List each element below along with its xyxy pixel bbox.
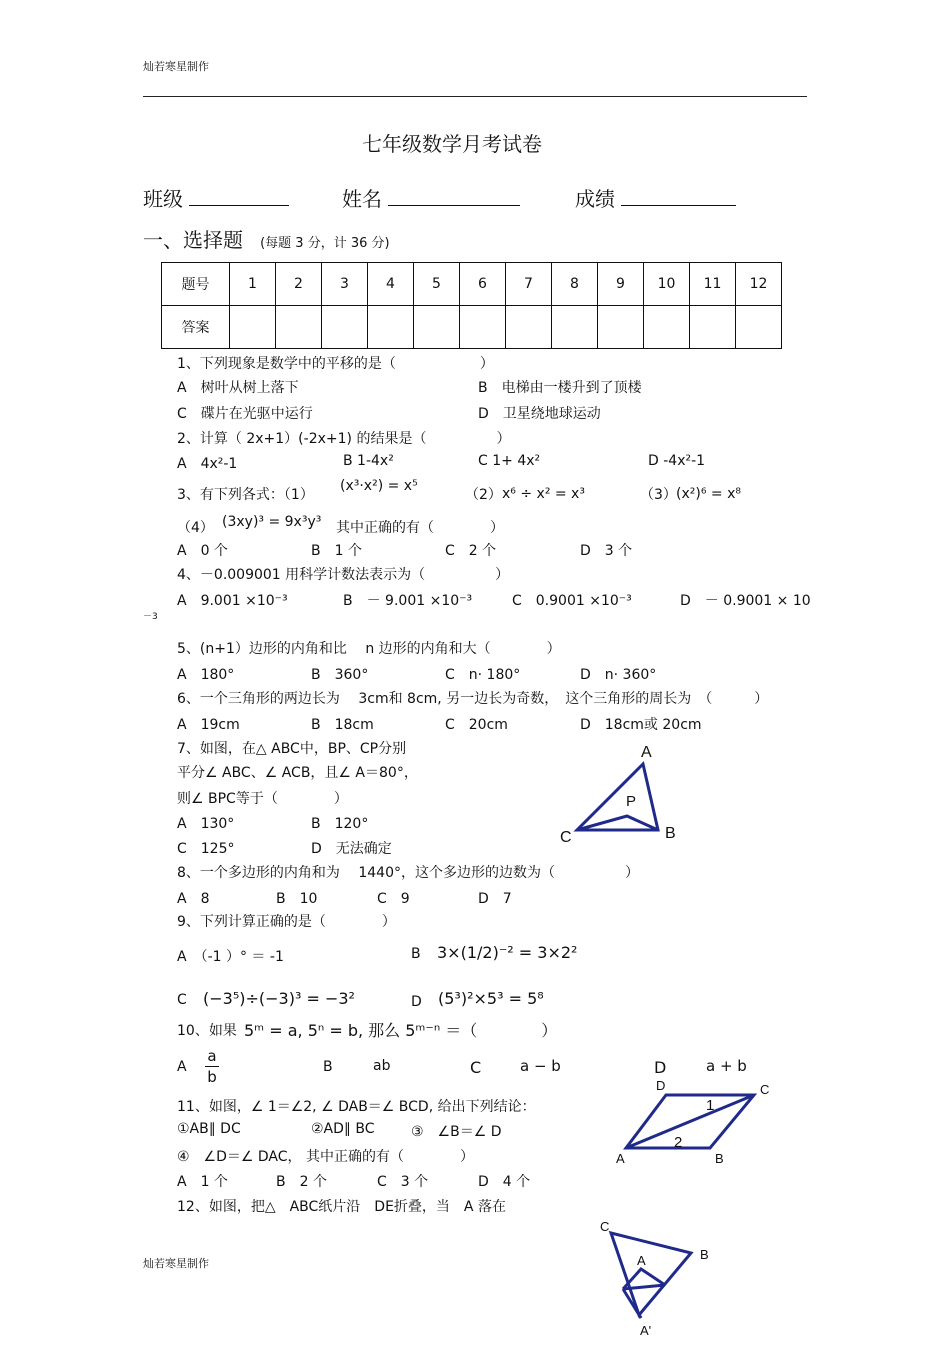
- table-cell: 7: [506, 263, 552, 306]
- section-note: (每题 3 分，计 36 分): [260, 236, 390, 251]
- q5-option-c: C n· 180°: [445, 667, 521, 683]
- q5-stem: 5、(n+1）边形的内角和比 n 边形的内角和大（ ）: [177, 641, 561, 657]
- page-title: 七年级数学月考试卷: [362, 132, 542, 156]
- answer-cell[interactable]: [598, 306, 644, 349]
- table-row: [162, 306, 782, 349]
- q12-label-c: C: [600, 1219, 610, 1234]
- q9-option-b-expr: 3×(1/2)⁻² = 3×2²: [437, 943, 578, 962]
- answer-cell[interactable]: [322, 306, 368, 349]
- q1-option-d: D 卫星绕地球运动: [478, 406, 601, 422]
- q10-option-c-label: C: [470, 1058, 482, 1077]
- q10-a-numerator: a: [207, 1047, 217, 1065]
- q3-expr-2: x⁶ ÷ x² = x³: [502, 486, 585, 502]
- q11-stem: 11、如图，∠ 1＝∠2, ∠ DAB＝∠ BCD, 给出下列结论：: [177, 1099, 536, 1115]
- table-cell: 10: [644, 263, 690, 306]
- q2-option-a: A 4x²-1: [177, 456, 238, 472]
- q3-expr-3: (x²)⁶ = x⁸: [676, 486, 741, 502]
- q4-option-c: C 0.9001 ×10⁻³: [512, 593, 632, 609]
- answer-cell[interactable]: [460, 306, 506, 349]
- q7-label-b: B: [665, 825, 676, 842]
- q11-parallelogram-figure: [610, 1075, 780, 1170]
- q6-option-d: D 18cm或 20cm: [580, 717, 702, 733]
- q10-stem: 10、如果: [177, 1023, 237, 1039]
- q1-option-b: B 电梯由一楼升到了顶楼: [478, 380, 642, 396]
- q10-expr: 5ᵐ = a, 5ⁿ = b, 那么 5ᵐ⁻ⁿ ＝（ ）: [244, 1021, 558, 1040]
- name-field: [342, 183, 520, 212]
- q6-option-a: A 19cm: [177, 717, 240, 733]
- answer-cell[interactable]: [414, 306, 460, 349]
- q3-option-c: C 2 个: [445, 543, 497, 559]
- q7-line-1: 7、如图，在△ ABC中，BP、CP分别: [177, 741, 407, 757]
- table-cell: 5: [414, 263, 460, 306]
- section-title: 一、选择题: [143, 228, 243, 252]
- answer-cell[interactable]: [690, 306, 736, 349]
- q11-label-c: C: [760, 1082, 770, 1097]
- q12-stem: 12、如图，把△ ABC纸片沿 DE折叠，当 A 落在: [177, 1199, 506, 1215]
- q6-option-c: C 20cm: [445, 717, 508, 733]
- q3-option-b: B 1 个: [311, 543, 362, 559]
- q11-option-b: B 2 个: [276, 1174, 327, 1190]
- q10-a-denominator: b: [205, 1066, 219, 1087]
- q10-option-a-label: A: [177, 1059, 187, 1075]
- score-field: [575, 183, 736, 212]
- q9-option-b-label: B: [411, 946, 421, 962]
- q11-conclusion-2: ②AD∥ BC: [311, 1121, 375, 1137]
- q12-label-b: B: [700, 1247, 709, 1262]
- q7-label-a: A: [641, 744, 652, 761]
- q2-option-b: B 1-4x²: [343, 453, 394, 469]
- answer-cell[interactable]: [276, 306, 322, 349]
- q8-option-c: C 9: [377, 891, 410, 907]
- q7-triangle-figure: [555, 740, 685, 850]
- q3-label-3: （3）: [640, 487, 677, 503]
- q7-option-a: A 130°: [177, 816, 235, 832]
- q3-expr-4: (3xy)³ = 9x³y³: [222, 514, 322, 530]
- q5-option-b: B 360°: [311, 667, 369, 683]
- answer-table: [161, 262, 782, 349]
- table-cell: 1: [230, 263, 276, 306]
- q6-stem: 6、一个三角形的两边长为 3cm和 8cm, 另一边长为奇数， 这个三角形的周长为 （ ）: [177, 691, 769, 707]
- table-row: [162, 263, 782, 306]
- q1-stem: 1、下列现象是数学中的平移的是（ ）: [177, 356, 494, 372]
- q3-stem: 3、有下列各式：（1）: [177, 487, 314, 503]
- q2-option-c: C 1+ 4x²: [478, 453, 541, 469]
- q7-option-b: B 120°: [311, 816, 369, 832]
- q11-label-angle-1: 1: [706, 1097, 715, 1114]
- q11-label-b: B: [715, 1151, 724, 1166]
- table-cell: 11: [690, 263, 736, 306]
- answer-cell[interactable]: [552, 306, 598, 349]
- q7-option-d: D 无法确定: [311, 841, 392, 857]
- q11-conclusion-4: ④ ∠D＝∠ DAC， 其中正确的有（ ）: [177, 1149, 474, 1165]
- table-cell: 8: [552, 263, 598, 306]
- table-cell: 6: [460, 263, 506, 306]
- q3-tail: 其中正确的有（ ）: [336, 520, 504, 536]
- q5-option-a: A 180°: [177, 667, 235, 683]
- table-cell: 9: [598, 263, 644, 306]
- q4-option-a: A 9.001 ×10⁻³: [177, 593, 288, 609]
- answer-cell[interactable]: [736, 306, 782, 349]
- q11-conclusion-3: ③ ∠B＝∠ D: [411, 1124, 502, 1140]
- q9-option-d-expr: (5³)²×5³ = 5⁸: [438, 989, 544, 1008]
- q12-fold-figure: [595, 1215, 725, 1345]
- table-cell: 2: [276, 263, 322, 306]
- table-cell: 3: [322, 263, 368, 306]
- q9-option-c-label: C: [177, 992, 187, 1008]
- class-field: [143, 183, 289, 212]
- answer-cell[interactable]: [644, 306, 690, 349]
- row-label-number: 题号: [162, 263, 230, 306]
- footer-watermark: 灿若寒星制作: [143, 1257, 209, 1270]
- table-cell: 4: [368, 263, 414, 306]
- q10-option-d-value: a + b: [706, 1057, 747, 1075]
- q7-label-c: C: [560, 829, 572, 846]
- q10-option-c-value: a − b: [520, 1057, 561, 1075]
- q4-option-b: B － 9.001 ×10⁻³: [343, 593, 473, 609]
- q2-stem: 2、计算（ 2x+1）(-2x+1) 的结果是（ ）: [177, 431, 511, 447]
- table-cell: 12: [736, 263, 782, 306]
- q4-option-d: D － 0.9001 × 10: [680, 593, 811, 609]
- row-label-answer: 答案: [162, 306, 230, 349]
- q11-label-angle-2: 2: [674, 1134, 683, 1151]
- q2-option-d: D -4x²-1: [648, 453, 706, 469]
- answer-cell[interactable]: [506, 306, 552, 349]
- q7-line-3: 则∠ BPC等于（ ）: [177, 791, 348, 807]
- q3-label-4: （4）: [177, 520, 214, 536]
- name-label: 姓名: [342, 187, 382, 211]
- q8-option-d: D 7: [478, 891, 512, 907]
- q1-option-c: C 碟片在光驱中运行: [177, 406, 313, 422]
- q1-option-a: A 树叶从树上落下: [177, 380, 299, 396]
- q3-option-a: A 0 个: [177, 543, 228, 559]
- q3-label-2: （2）: [465, 487, 502, 503]
- q11-option-a: A 1 个: [177, 1174, 228, 1190]
- q4-stem: 4、－0.009001 用科学计数法表示为（ ）: [177, 567, 510, 583]
- q12-label-a-prime: A': [640, 1323, 652, 1338]
- q4-option-d-exponent: －3: [143, 612, 158, 622]
- q11-option-c: C 3 个: [377, 1174, 429, 1190]
- q7-label-p: P: [626, 793, 637, 810]
- q8-option-a: A 8: [177, 891, 210, 907]
- answer-cell[interactable]: [230, 306, 276, 349]
- q7-option-c: C 125°: [177, 841, 235, 857]
- q5-option-d: D n· 360°: [580, 667, 657, 683]
- q8-option-b: B 10: [276, 891, 318, 907]
- q3-option-d: D 3 个: [580, 543, 633, 559]
- q10-option-a-fraction: [205, 1046, 219, 1087]
- answer-cell[interactable]: [368, 306, 414, 349]
- q11-conclusion-1: ①AB∥ DC: [177, 1121, 241, 1137]
- q10-option-b-value: ab: [373, 1058, 391, 1074]
- section-heading: [143, 224, 390, 253]
- header-rule: [143, 96, 807, 97]
- q9-option-a: A （-1 ）° ＝ -1: [177, 949, 284, 965]
- q3-expr-1: (x³·x²) = x⁵: [340, 478, 418, 494]
- score-label: 成绩: [575, 187, 615, 211]
- q8-stem: 8、一个多边形的内角和为 1440°，这个多边形的边数为（ ）: [177, 865, 639, 881]
- class-label: 班级: [143, 187, 183, 211]
- q7-line-2: 平分∠ ABC、∠ ACB，且∠ A＝80°，: [177, 765, 418, 781]
- q11-label-a: A: [616, 1151, 625, 1166]
- q10-option-b-label: B: [323, 1059, 333, 1075]
- q12-label-a: A: [637, 1253, 646, 1268]
- q10-option-d-label: D: [654, 1058, 667, 1077]
- q6-option-b: B 18cm: [311, 717, 374, 733]
- q9-stem: 9、下列计算正确的是（ ）: [177, 914, 396, 930]
- q11-option-d: D 4 个: [478, 1174, 531, 1190]
- header-watermark: 灿若寒星制作: [143, 60, 209, 73]
- q11-label-d: D: [656, 1078, 666, 1093]
- q9-option-c-expr: (−3⁵)÷(−3)³ = −3²: [203, 989, 355, 1008]
- q9-option-d-label: D: [411, 994, 422, 1010]
